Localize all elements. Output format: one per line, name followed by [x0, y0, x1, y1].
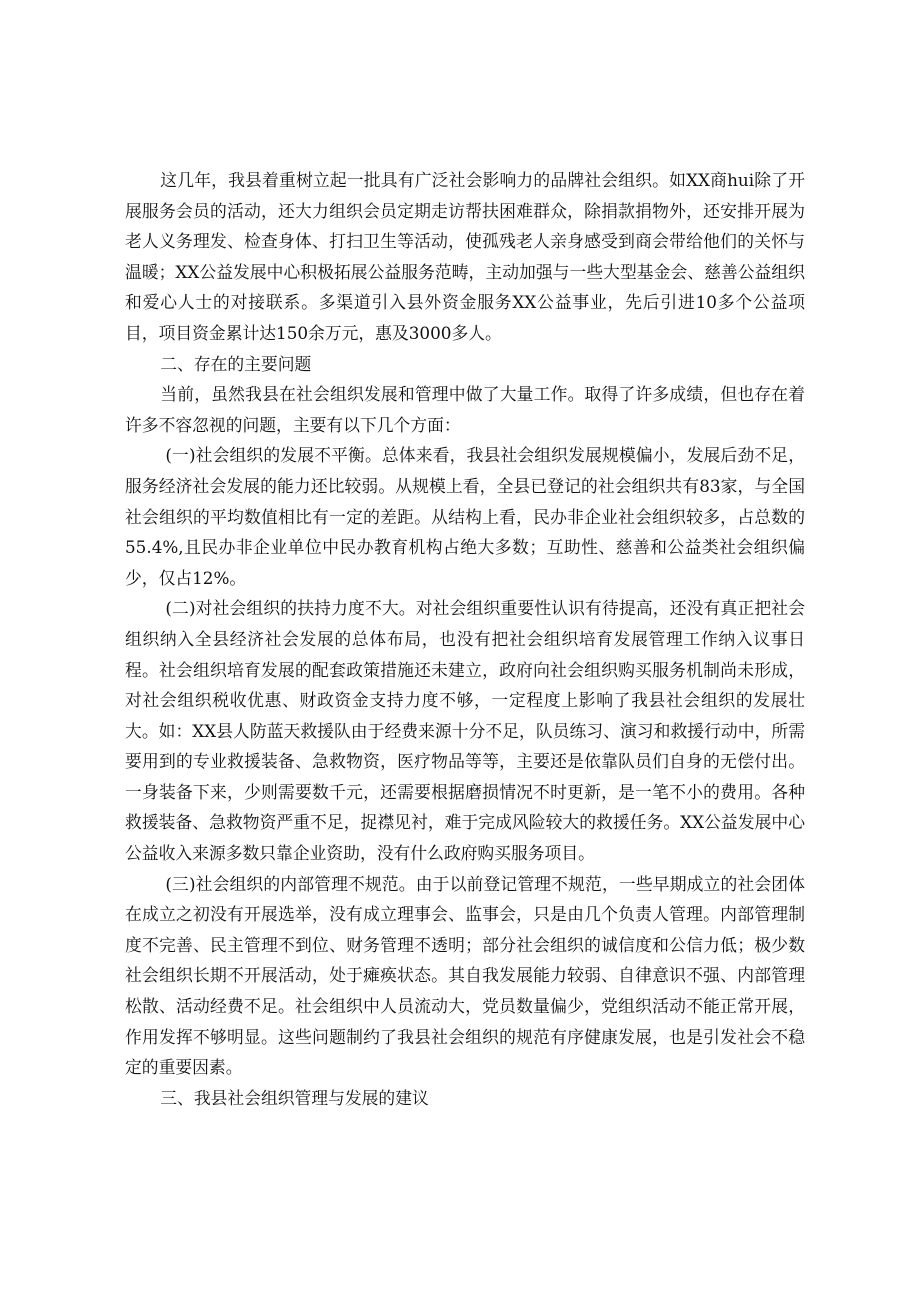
paragraph-insufficient-support: (二)对社会组织的扶持力度不大。对社会组织重要性认识有待提高，还没有真正把社会组织纳入全县经济社会发展的总体布局，也没有把社会组织培育发展管理工作纳入议事日程。社会组织培育发展的配套政策措施还未建立，政府向社会组织购买服务机制尚未形成，对社会组织税收优惠、财政资金支持力度不够，一定程度上影响了我县社会组织的发展壮大。如：XX县人防蓝天救援队由于经费来源十分不足，队员练习、演习和救援行动中，所需要用到的专业救援装备、急救物资，医疗物品等等，主要还是依靠队员们自身的无偿付出。一身装备下来，少则需要数千元，还需要根据磨损情况不时更新，是一笔不小的费用。各种救援装备、急救物资严重不足，捉襟见衬，难于完成风险较大的救援任务。XX公益发展中心公益收入来源多数只靠企业资助，没有什么政府购买服务项目。: [125, 598, 805, 864]
section-heading-suggestions: 三、我县社会组织管理与发展的建议: [160, 1087, 429, 1108]
paragraph-unbalanced-development: (一)社会组织的发展不平衡。总体来看，我县社会组织发展规模偏小，发展后劲不足，服务经济社会发展的能力还比较弱。从规模上看，全县已登记的社会组织共有83家，与全国社会组织的平均数值相比有一定的差距。从结构上看，民办非企业社会组织较多，占总数的55.4%,且民办非企业单位中民办教育机构占绝大多数；互助性、慈善和公益类社会组织偏少，仅占12%。: [125, 445, 805, 588]
document-body: [125, 165, 805, 1113]
section-heading-problems: 二、存在的主要问题: [160, 353, 312, 374]
paragraph-internal-management: (三)社会组织的内部管理不规范。由于以前登记管理不规范，一些早期成立的社会团体在成立之初没有开展选举，没有成立理事会、监事会，只是由几个负责人管理。内部管理制度不完善、民主管理不到位、财务管理不透明；部分社会组织的诚信度和公信力低；极少数社会组织长期不开展活动，处于瘫痪状态。其自我发展能力较弱、自律意识不强、内部管理松散、活动经费不足。社会组织中人员流动大，党员数量偏少，党组织活动不能正常开展，作用发挥不够明显。这些问题制约了我县社会组织的规范有序健康发展，也是引发社会不稳定的重要因素。: [125, 873, 805, 1078]
paragraph-problems-intro: 当前，虽然我县在社会组织发展和管理中做了大量工作。取得了许多成绩，但也存在着许多不容忽视的问题，主要有以下几个方面：: [125, 384, 805, 435]
paragraph-brand-organizations: 这几年，我县着重树立起一批具有广泛社会影响力的品牌社会组织。如XX商hui除了开展服务会员的活动，还大力组织会员定期走访帮扶困难群众，除捐款捐物外，还安排开展为老人义务理发、检查身体、打扫卫生等活动，使孤残老人亲身感受到商会带给他们的关怀与温暖；XX公益发展中心积极拓展公益服务范畴，主动加强与一些大型基金会、慈善公益组织和爱心人士的对接联系。多渠道引入县外资金服务XX公益事业，先后引进10多个公益项目，项目资金累计达150余万元，惠及3000多人。: [125, 170, 805, 343]
